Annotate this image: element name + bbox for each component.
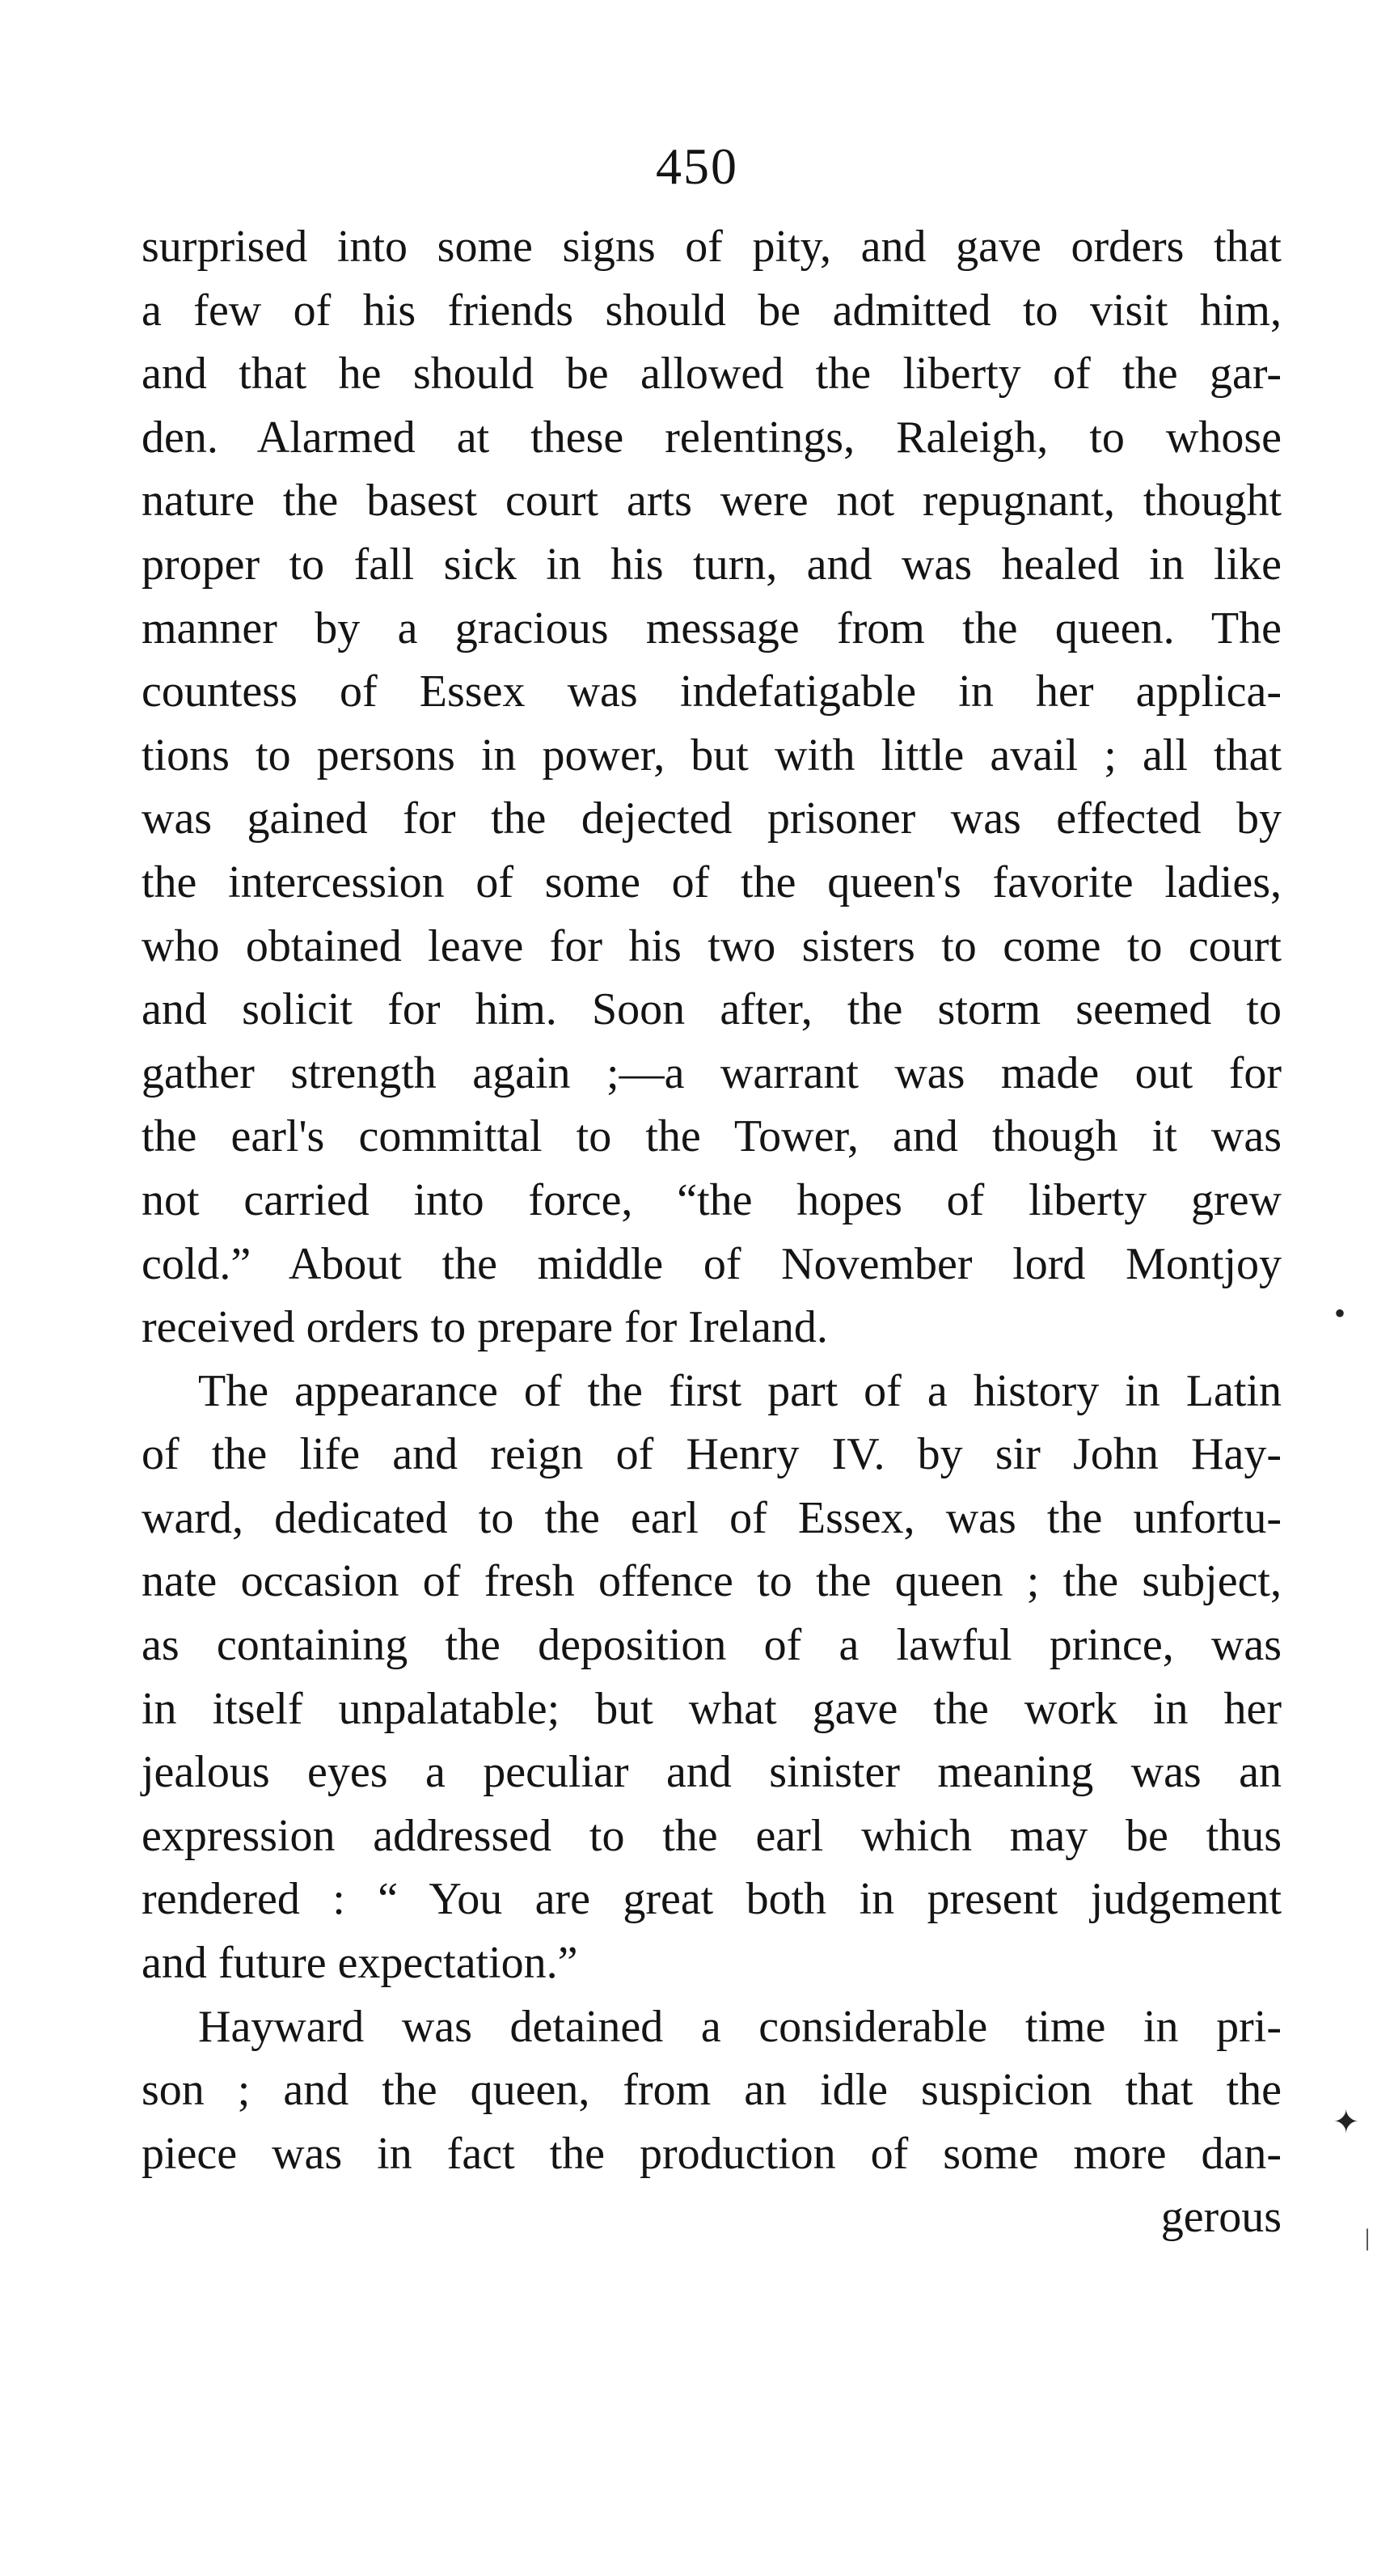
page-number: 450 (656, 137, 738, 195)
text-line: manner by a gracious message from the queen. The (142, 603, 1282, 654)
body-text (142, 215, 1282, 2249)
text-line: countess of Essex was indefatigable in her applica- (142, 666, 1282, 717)
text-line: not carried into force, “the hopes of liberty grew (142, 1174, 1282, 1225)
text-line: proper to fall sick in his turn, and was healed in like (142, 539, 1282, 590)
text-line: cold.” About the middle of November lord Montjoy (142, 1238, 1282, 1289)
text-line: expression addressed to the earl which may be thus (142, 1810, 1282, 1861)
text-line: nate occasion of fresh offence to the queen ; the subject, (142, 1556, 1282, 1607)
margin-dot: • (1334, 1295, 1346, 1331)
text-line: and that he should be allowed the liberty of the gar- (142, 349, 1282, 400)
text-line: gather strength again ;—a warrant was made out for (142, 1047, 1282, 1098)
text-line: as containing the deposition of a lawful prince, was (142, 1620, 1282, 1671)
paragraph-end-line: and future expectation.” (142, 1938, 578, 1989)
text-line: nature the basest court arts were not repugnant, thought (142, 476, 1282, 527)
text-line: in itself unpalatable; but what gave the work in her (142, 1683, 1282, 1734)
text-line: den. Alarmed at these relentings, Raleigh, to whose (142, 412, 1282, 463)
margin-ink-mark: ✦ (1333, 2104, 1360, 2140)
text-line: who obtained leave for his two sisters to come to court (142, 920, 1282, 971)
text-line: rendered : “ You are great both in present judgement (142, 1874, 1282, 1925)
paragraph-end-line: received orders to prepare for Ireland. (142, 1302, 828, 1353)
text-line: jealous eyes a peculiar and sinister meaning was an (142, 1747, 1282, 1798)
text-line: the earl's committal to the Tower, and though it was (142, 1111, 1282, 1162)
margin-tick: | (1365, 2224, 1371, 2251)
paragraph-start-line: Hayward was detained a considerable time in pri- (198, 2001, 1282, 2052)
text-line: of the life and reign of Henry IV. by sir John Hay- (142, 1429, 1282, 1480)
text-line: was gained for the dejected prisoner was effected by (142, 793, 1282, 844)
text-line: and solicit for him. Soon after, the storm seemed to (142, 984, 1282, 1035)
catchword: gerous (1160, 2192, 1282, 2243)
text-line: ward, dedicated to the earl of Essex, was the unfortu- (142, 1492, 1282, 1543)
paragraph-start-line: The appearance of the first part of a history in Latin (198, 1365, 1282, 1416)
text-line: tions to persons in power, but with little avail ; all that (142, 730, 1282, 780)
text-line: a few of his friends should be admitted to visit him, (142, 285, 1282, 336)
text-line: the intercession of some of the queen's favorite ladies, (142, 857, 1282, 907)
text-line: son ; and the queen, from an idle suspicion that the (142, 2065, 1282, 2116)
text-line: piece was in fact the production of some more dan- (142, 2128, 1282, 2179)
text-line: surprised into some signs of pity, and gave orders that (142, 222, 1282, 272)
